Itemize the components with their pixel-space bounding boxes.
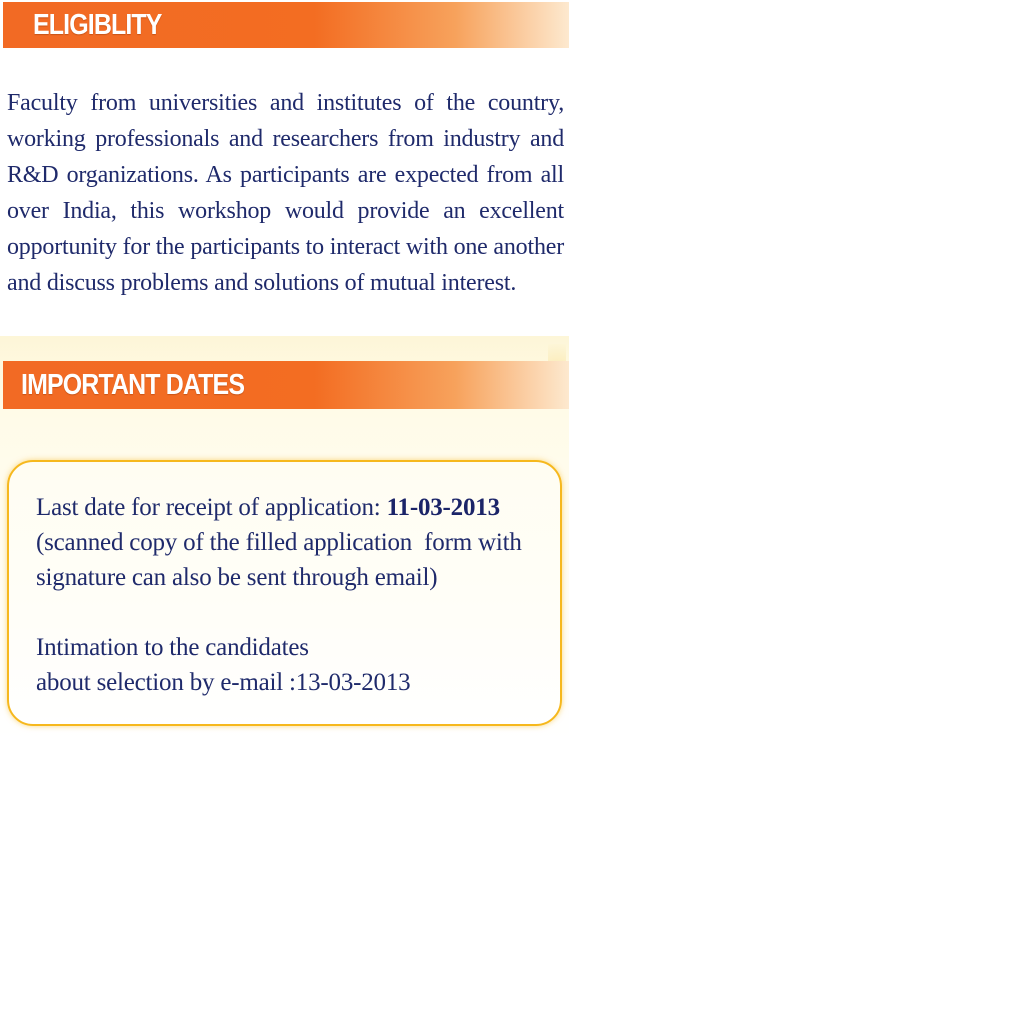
- application-deadline-date: 11-03-2013: [386, 494, 500, 521]
- eligibility-header: [3, 2, 569, 48]
- important-dates-header: [3, 361, 569, 409]
- brochure-panel: [0, 0, 569, 740]
- eligibility-title: ELIGIBLITY: [33, 9, 162, 41]
- dates-box: [7, 460, 562, 726]
- intimation-line1: Intimation to the candidates: [36, 634, 309, 661]
- eligibility-paragraph: Faculty from universities and institutes of the country, working professionals and researchers from industry and R&D organizations. As participants are expected from all over India, this workshop would provide an excellent opportunity for the participants to interact with one another and discuss problems and solutions of mutual interest.: [7, 90, 564, 296]
- application-deadline-line: [36, 490, 500, 525]
- application-note-line1: (scanned copy of the filled application form with: [36, 529, 522, 556]
- intimation-line2: about selection by e-mail :13-03-2013: [36, 669, 411, 696]
- application-deadline-label: Last date for receipt of application:: [36, 494, 387, 521]
- application-note-line2: signature can also be sent through email): [36, 564, 438, 591]
- important-dates-title: IMPORTANT DATES: [21, 369, 245, 401]
